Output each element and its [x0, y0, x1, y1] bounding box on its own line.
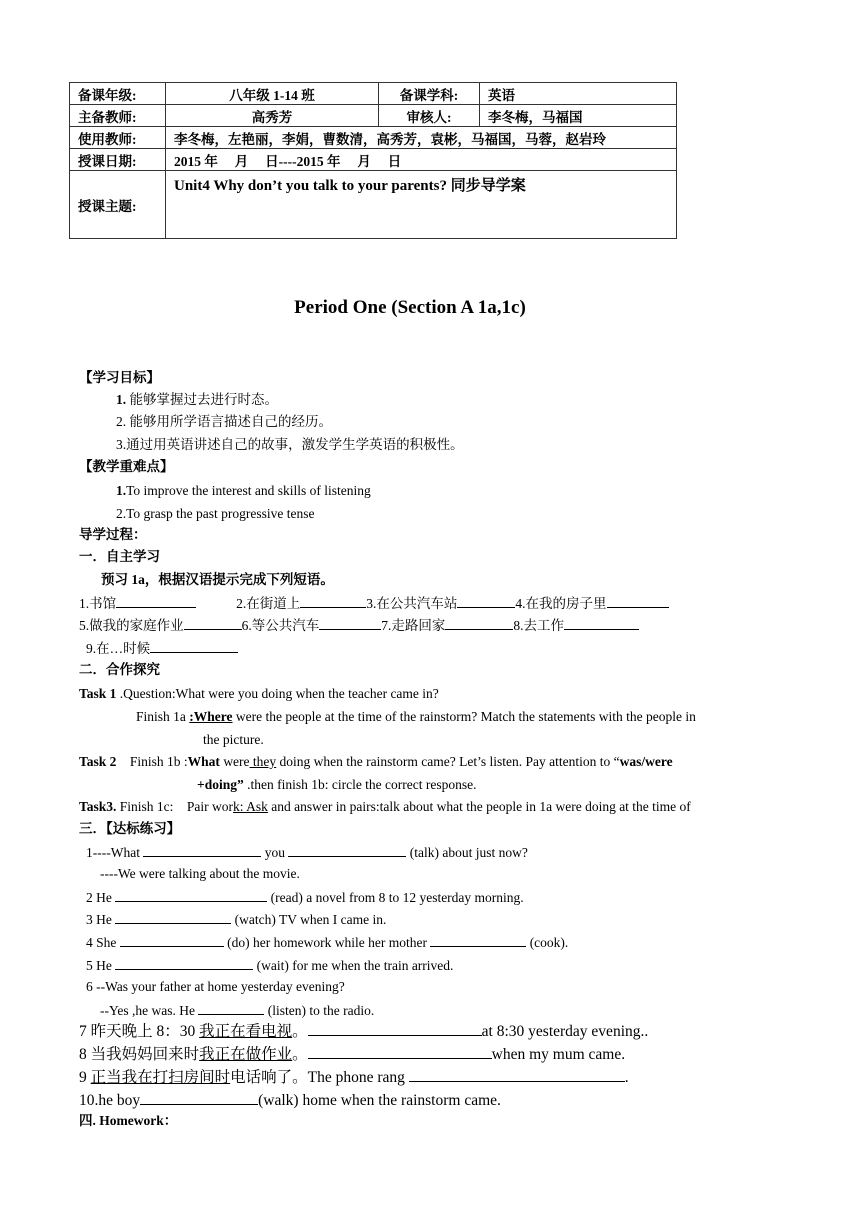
exercise-2: 2 He (read) a novel from 8 to 12 yesterday morning. [86, 890, 524, 905]
exercise-10: 10.he boy (walk) home when the rainstorm came. [79, 1089, 501, 1111]
subject-label: 备课学科: [379, 83, 480, 105]
topic-value: Unit4 Why don’t you talk to your parents? 同步导学案 [166, 171, 677, 239]
task-2-cont: +doing” .then finish 1b: circle the correct response. [197, 777, 477, 792]
users-label: 使用教师: [70, 127, 166, 149]
coop-heading: 二．合作探究 [79, 662, 160, 677]
goal-2: 2. 能够用所学语言描述自己的经历。 [116, 414, 332, 429]
reviewer-label: 审核人: [379, 105, 480, 127]
homework-heading: 四. Homework： [79, 1113, 178, 1128]
task-3: Task3. Finish 1c: Pair work: Ask and answer in pairs:talk about what the people in 1a were doing at the time of [79, 799, 691, 814]
grade-label: 备课年级: [70, 83, 166, 105]
subject-value: 英语 [480, 83, 677, 105]
users-value: 李冬梅，左艳丽，李娟，曹数清，高秀芳，袁彬，马福国，马蓉，赵岩玲 [166, 127, 677, 149]
self-study-heading: 一．自主学习 [79, 549, 160, 564]
practice-heading: 三．【达标练习】 [79, 821, 181, 836]
phrase-row-3: 9.在…时候 [86, 639, 238, 658]
exercise-1: 1----What you (talk) about just now? [86, 845, 528, 860]
keypoint-2: 2.To grasp the past progressive tense [116, 506, 315, 521]
main-teacher-label: 主备教师: [70, 105, 166, 127]
exercise-1-answer: ----We were talking about the movie. [100, 866, 300, 881]
task-2: Task 2 Finish 1b :What were they doing when the rainstorm came? Let’s listen. Pay attention to “was/were [79, 754, 673, 769]
exercise-9: 9 正当我在打扫房间时电话响了。The phone rang . [79, 1066, 629, 1088]
task-1-instruction: Finish 1a :Where were the people at the time of the rainstorm? Match the statements with the people in [136, 709, 696, 724]
task-1-instruction-cont: the picture. [203, 732, 264, 747]
goals-heading: 【学习目标】 [79, 370, 160, 385]
phrase-row-1: 1.书馆 2.在街道上 3.在公共汽车站 4.在我的房子里 [79, 594, 669, 613]
lesson-info-table [69, 82, 677, 239]
main-teacher-value: 高秀芳 [166, 105, 379, 127]
topic-label: 授课主题: [70, 171, 166, 239]
exercise-5: 5 He (wait) for me when the train arrived. [86, 958, 454, 973]
exercise-8: 8 当我妈妈回来时我正在做作业。 when my mum came. [79, 1043, 625, 1065]
grade-value: 八年级 1-14 班 [166, 83, 379, 105]
exercise-6-answer: --Yes ,he was. He (listen) to the radio. [100, 1003, 375, 1018]
phrase-row-2: 5.做我的家庭作业 6.等公共汽车 7.走路回家 8.去工作 [79, 616, 639, 635]
date-value: 2015 年 月 日----2015 年 月 日 [166, 149, 677, 171]
exercise-3: 3 He (watch) TV when I came in. [86, 912, 387, 927]
reviewer-value: 李冬梅，马福国 [480, 105, 677, 127]
exercise-6-question: 6 --Was your father at home yesterday evening? [86, 979, 345, 994]
keypoints-heading: 【教学重难点】 [79, 459, 174, 474]
keypoint-1: 1.To improve the interest and skills of listening [116, 483, 371, 498]
task-1: Task 1 .Question:What were you doing when the teacher came in? [79, 686, 439, 701]
page-title: Period One (Section A 1a,1c) [294, 297, 526, 318]
goal-3: 3.通过用英语讲述自己的故事，激发学生学英语的积极性。 [116, 437, 464, 452]
goal-1: 1. 能够掌握过去进行时态。 [116, 392, 278, 407]
self-study-instruction: 预习 1a，根据汉语提示完成下列短语。 [101, 572, 334, 587]
date-label: 授课日期: [70, 149, 166, 171]
process-heading: 导学过程： [79, 527, 147, 542]
exercise-4: 4 She (do) her homework while her mother (cook). [86, 935, 569, 950]
exercise-7: 7 昨天晚上 8：30 我正在看电视。 at 8:30 yesterday evening.. [79, 1020, 648, 1042]
